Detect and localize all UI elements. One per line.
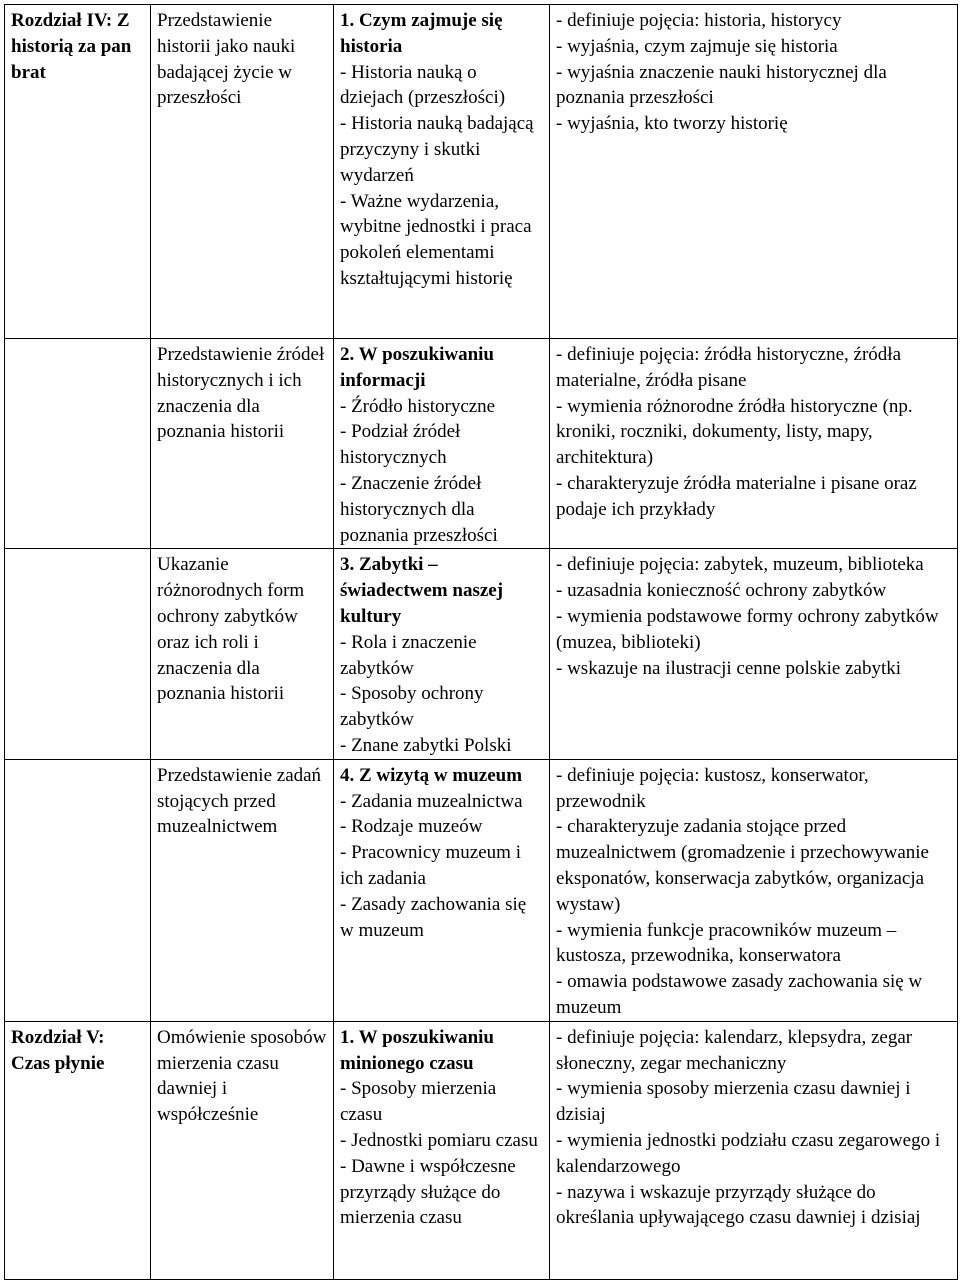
topic-title: 3. Zabytki – świadectwem naszej kultury — [340, 554, 504, 627]
goal-text: Omówienie sposobów mierzenia czasu dawniej i współcześnie — [157, 1026, 327, 1126]
table-row — [5, 5, 958, 339]
outcome-item: - wymienia sposoby mierzenia czasu dawniej i dzisiaj — [556, 1078, 911, 1126]
goal-cell — [151, 1021, 334, 1279]
outcomes-cell — [550, 1021, 958, 1279]
goal-text: Przedstawienie historii jako nauki badającej życie w przeszłości — [157, 10, 296, 109]
topic-item: - Zadania muzealnictwa — [340, 790, 523, 812]
chapter-title: Rozdział V: Czas płynie — [11, 1026, 105, 1074]
outcome-item: - definiuje pojęcia: kustosz, konserwator, przewodnik — [556, 764, 869, 812]
topic-title: 4. Z wizytą w muzeum — [340, 764, 523, 786]
topic-item: - Historia nauką badającą przyczyny i skutki wydarzeń — [340, 113, 534, 186]
topic-cell — [334, 339, 550, 549]
outcomes-cell — [550, 759, 958, 1021]
topic-item: - Zasady zachowania się w muzeum — [340, 893, 527, 941]
topic-item: - Pracownicy muzeum i ich zadania — [340, 842, 521, 889]
goal-text: Przedstawienie źródeł historycznych i ich znaczenia dla poznania historii — [157, 344, 325, 443]
outcome-item: - definiuje pojęcia: źródła historyczne, źródła materialne, źródła pisane — [556, 344, 902, 391]
outcome-item: - wyjaśnia, czym zajmuje się historia — [556, 35, 838, 57]
curriculum-table — [4, 4, 958, 1280]
table-row — [5, 759, 958, 1021]
goal-cell — [151, 549, 334, 759]
outcome-item: - wymienia funkcje pracowników muzeum – kustosza, przewodnika, konserwatora — [556, 919, 897, 967]
chapter-cell — [5, 549, 151, 759]
goal-text: Ukazanie różnorodnych form ochrony zabytków oraz ich roli i znaczenia dla poznania historii — [157, 554, 305, 705]
outcome-item: - wymienia podstawowe formy ochrony zabytków (muzea, biblioteki) — [556, 605, 939, 653]
goal-cell — [151, 339, 334, 549]
goal-cell — [151, 759, 334, 1021]
topic-cell — [334, 759, 550, 1021]
outcomes-cell — [550, 339, 958, 549]
outcome-item: - wyjaśnia znaczenie nauki historycznej dla poznania przeszłości — [556, 61, 887, 109]
table-row — [5, 339, 958, 549]
outcome-item: - definiuje pojęcia: kalendarz, klepsydra, zegar słoneczny, zegar mechaniczny — [556, 1026, 913, 1074]
chapter-cell — [5, 5, 151, 339]
goal-text: Przedstawienie zadań stojących przed muzealnictwem — [157, 764, 322, 838]
topic-item: - Znane zabytki Polski — [340, 734, 512, 756]
chapter-cell — [5, 759, 151, 1021]
table-row — [5, 1021, 958, 1279]
outcome-item: - wskazuje na ilustracji cenne polskie zabytki — [556, 657, 902, 679]
topic-item: - Sposoby ochrony zabytków — [340, 683, 484, 731]
outcome-item: - definiuje pojęcia: historia, historycy — [556, 10, 842, 31]
outcome-item: - omawia podstawowe zasady zachowania się w muzeum — [556, 971, 923, 1018]
topic-title: 2. W poszukiwaniu informacji — [340, 344, 495, 391]
topic-item: - Źródło historyczne — [340, 395, 496, 417]
topic-cell — [334, 549, 550, 759]
topic-cell — [334, 1021, 550, 1279]
topic-item: - Ważne wydarzenia, wybitne jednostki i praca pokoleń elementami kształtującymi historię — [340, 190, 532, 289]
topic-item: - Podział źródeł historycznych — [340, 421, 461, 469]
chapter-cell — [5, 1021, 151, 1279]
topic-item: - Jednostki pomiaru czasu — [340, 1129, 538, 1151]
topic-item: - Rodzaje muzeów — [340, 816, 483, 838]
outcome-item: - wyjaśnia, kto tworzy historię — [556, 113, 788, 135]
chapter-title: Rozdział IV: Z historią za pan brat — [11, 10, 132, 83]
chapter-cell — [5, 339, 151, 549]
topic-item: - Dawne i współczesne przyrządy służące do mierzenia czasu — [340, 1155, 516, 1229]
topic-cell — [334, 5, 550, 339]
outcome-item: - uzasadnia konieczność ochrony zabytków — [556, 580, 887, 602]
outcome-item: - nazywa i wskazuje przyrządy służące do określania upływającego czasu dawniej i dzisiaj — [556, 1181, 921, 1229]
topic-item: - Rola i znaczenie zabytków — [340, 631, 477, 679]
outcome-item: - charakteryzuje źródła materialne i pisane oraz podaje ich przykłady — [556, 472, 917, 520]
outcome-item: - wymienia różnorodne źródła historyczne (np. kroniki, roczniki, dokumenty, listy, mapy, architektura) — [556, 395, 913, 469]
topic-item: - Znaczenie źródeł historycznych dla poznania przeszłości — [340, 472, 498, 546]
topic-title: 1. W poszukiwaniu minionego czasu — [340, 1026, 495, 1074]
table-row — [5, 549, 958, 759]
topic-item: - Sposoby mierzenia czasu — [340, 1078, 497, 1126]
goal-cell — [151, 5, 334, 339]
outcome-item: - wymienia jednostki podziału czasu zegarowego i kalendarzowego — [556, 1129, 941, 1177]
outcome-item: - charakteryzuje zadania stojące przed muzealnictwem (gromadzenie i przechowywanie eksponatów, konserwacja zabytków, organizacja wystaw) — [556, 816, 929, 915]
topic-title: 1. Czym zajmuje się historia — [340, 10, 503, 57]
outcomes-cell — [550, 549, 958, 759]
outcomes-cell — [550, 5, 958, 339]
outcome-item: - definiuje pojęcia: zabytek, muzeum, biblioteka — [556, 554, 924, 576]
topic-item: - Historia nauką o dziejach (przeszłości) — [340, 61, 506, 109]
